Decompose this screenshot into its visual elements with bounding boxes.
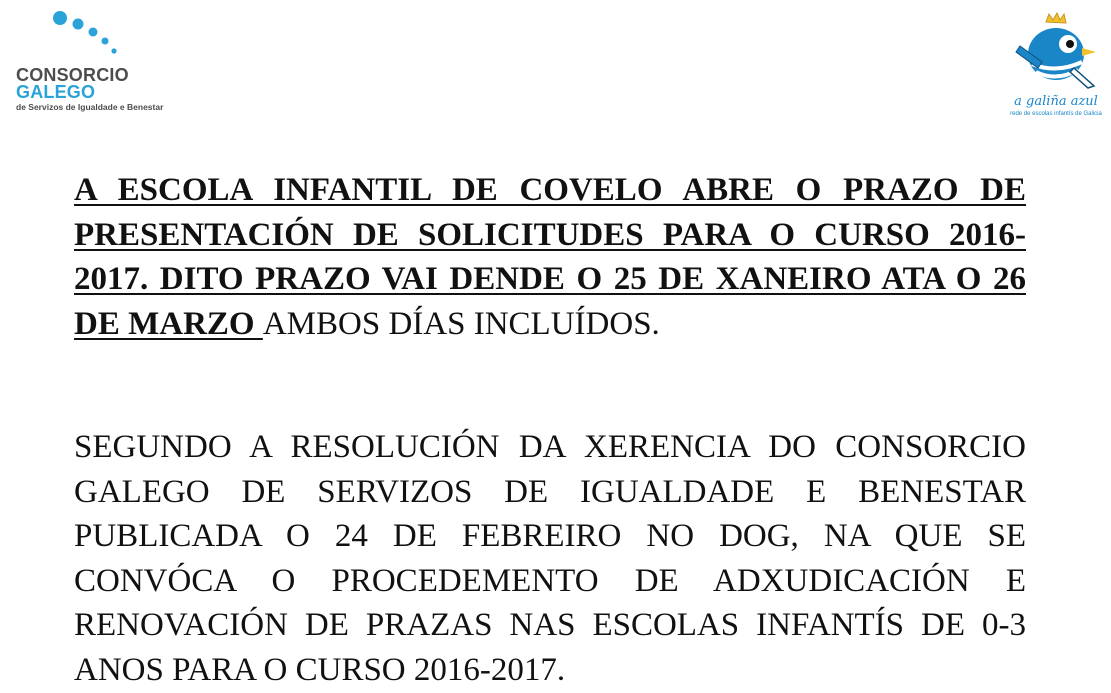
- logo-dots-icon: [14, 10, 214, 70]
- notice-content: [74, 168, 1026, 692]
- body-line: SEGUNDO A RESOLUCIÓN DA XERENCIA DO CONSORCIO: [74, 429, 1026, 465]
- logo-tagline: de Servizos de Igualdade e Benestar: [16, 102, 164, 112]
- galina-azul-logo: [1004, 12, 1108, 124]
- heading-last-underlined: DE MARZO: [74, 305, 263, 342]
- heading-last-plain: AMBOS DÍAS INCLUÍDOS.: [262, 305, 660, 342]
- notice-heading: [74, 168, 1026, 346]
- body-line: CONVÓCA O PROCEDEMENTO DE ADXUDICACIÓN E: [74, 562, 1026, 599]
- body-line: RENOVACIÓN DE PRAZAS NAS ESCOLAS INFANTÍS DE 0-3: [74, 607, 1026, 643]
- body-line: ANOS PARA O CURSO 2016-2017.: [74, 651, 566, 688]
- logo-consorcio-text: CONSORCIO: [16, 65, 129, 85]
- heading-line: 2017. DITO PRAZO VAI DENDE O 25 DE XANEIRO ATA O 26: [74, 261, 1026, 297]
- heading-line: PRESENTACIÓN DE SOLICITUDES PARA O CURSO 2016-: [74, 216, 1026, 253]
- logo-galego-text: GALEGO: [16, 82, 96, 102]
- logo-subtitle: rede de escolas infantís de Galicia: [1010, 111, 1102, 117]
- logo-brand-text: a galiña azul: [1014, 94, 1098, 109]
- heading-line: A ESCOLA INFANTIL DE COVELO ABRE O PRAZO DE: [74, 172, 1026, 208]
- heading-last-line: [74, 302, 1026, 347]
- notice-body: [74, 425, 1026, 692]
- consorcio-logo: [14, 10, 214, 114]
- body-line: PUBLICADA O 24 DE FEBREIRO NO DOG, NA QUE SE: [74, 518, 1026, 554]
- body-line: GALEGO DE SERVIZOS DE IGUALDADE E BENESTAR: [74, 473, 1026, 510]
- blue-hen-icon: [1012, 12, 1100, 92]
